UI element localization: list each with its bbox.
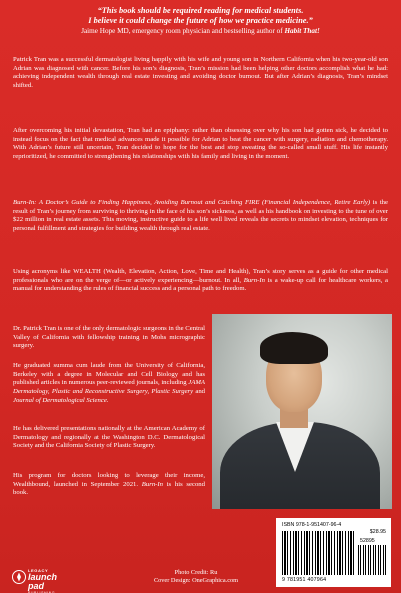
cover-credits	[151, 569, 241, 585]
publisher-line-1: LEGACY	[28, 568, 49, 573]
barcode-addon-bars	[358, 545, 386, 575]
journal-list: JAMA Dermatology, Plastic and Reconstructive Surgery, Plastic Surgery	[13, 379, 205, 396]
rocket-icon	[12, 570, 26, 584]
bio-4-text-a: His program for doctors looking to leverage their income, Wealthbound, launched in September 2021.	[13, 472, 205, 488]
barcode-number: 9 781951 407964	[282, 577, 327, 583]
bio-2-text: He graduated summa cum laude from the University of California, Berkeley with a degree in Molecular and Cell Biology and has published articles in numerous peer-reviewed journals, including	[13, 362, 205, 387]
publisher-line-2: launch pad	[28, 572, 58, 591]
author-hair	[260, 332, 328, 364]
publisher-logo	[12, 568, 72, 593]
author-bio-paragraph-4	[13, 472, 205, 498]
isbn-number: ISBN 978-1-951407-96-4	[282, 522, 342, 528]
attribution-text: Jaime Hope MD, emergency room physician and bestselling author of	[81, 27, 285, 35]
paragraph-3-text: is the result of Tran’s journey from surviving to thriving in the face of his son’s sickness, as well as his handbook on investing to the tune of over $22 million in real estate assets. This moving, instructive guide to a life well lived reveals the secrets to mindset elevation, techniques for personal fulfillment and strategies for building wealth through real estate.	[13, 199, 388, 233]
author-bio-paragraph-2	[13, 362, 205, 406]
description-paragraph-2: After overcoming his initial devastation, Tran had an epiphany: rather than obsessing over why his son had gotten sick, he decided to instead focus on the fact that medical advances made it possible for Adrian to beat the cancer with surgery, radiation and chemotherapy. With Adrian’s future still uncertain, Tran decided to hope for the best and stop sweating the so-called small stuff. His life instantly reprioritized, he committed to strengthening his relationships with his family and living in the moment.	[13, 127, 388, 161]
barcode-addon-number: 52895	[360, 538, 375, 544]
bio-4-text-b: is his second book.	[13, 480, 205, 497]
description-paragraph-1: Patrick Tran was a successful dermatologist living happily with his wife and young son in Northern California when his two-year-old son Adrian was diagnosed with cancer. Before his son’s diagnosis, Tran’s mission had been helping other doctors accomplish what he had: achieving independent wealth through real estate investing and avoiding doctor burnout. But after Adrian’s diagnosis, Tran’s mindset shifted.	[13, 56, 388, 90]
description-paragraph-3	[13, 199, 388, 234]
quote-attribution	[14, 27, 387, 36]
bio-book-title: Burn-In	[141, 480, 163, 488]
quote-line-1: “This book should be required reading for medical students.	[97, 6, 304, 15]
attribution-book-title: Habit That!	[284, 27, 320, 35]
endorsement-quote	[14, 6, 387, 36]
description-paragraph-4	[13, 268, 388, 294]
journal-last: Journal of Dermatological Science.	[13, 396, 109, 404]
book-title-inline: Burn-In	[243, 276, 265, 284]
price-label: $28.95	[369, 529, 386, 535]
design-credit: Cover Design: OneGraphica.com	[153, 577, 239, 584]
paragraph-4-text-b: is a wake-up call for healthcare workers, a manual for understanding the rules of financial success and a personal path to freedom.	[13, 276, 388, 293]
isbn-barcode	[276, 518, 391, 587]
full-book-title: Burn-In: A Doctor’s Guide to Finding Happiness, Avoiding Burnout and Catching FIRE (Financial Independence, Retire Early)	[13, 199, 371, 206]
author-bio-paragraph-1: Dr. Patrick Tran is one of the only dermatologic surgeons in the Central Valley of California with fellowship training in Mohs micrographic surgery.	[13, 325, 205, 350]
barcode-bars	[282, 531, 354, 575]
author-photo	[212, 314, 392, 509]
bio-2-and: and	[193, 388, 206, 396]
publisher-name	[28, 568, 72, 593]
author-bio-paragraph-3: He has delivered presentations nationally at the American Academy of Dermatology and regionally at the Washington D.C. Dermatological Society and the California Society of Plastic Surgery.	[13, 425, 205, 450]
photo-credit: Photo Credit: Ru	[174, 569, 218, 576]
publisher-line-3: PUBLISHING	[28, 591, 56, 593]
quote-line-2: I believe it could change the future of how we practice medicine.”	[88, 16, 313, 25]
paragraph-4-text-a: Using acronyms like WEALTH (Wealth, Elevation, Action, Love, Time and Health), Tran’s story serves as a guide for other medical professionals who are on the verge of—or actively experiencing—burnout. In all,	[13, 268, 388, 284]
